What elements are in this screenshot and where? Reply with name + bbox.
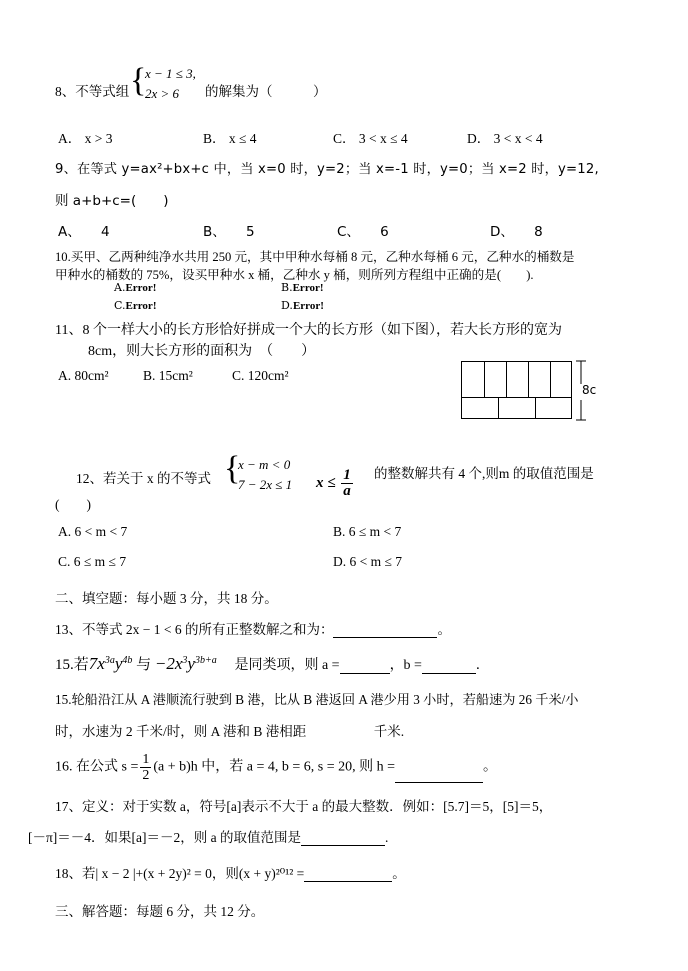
q17-line2-text: [－π]＝－4．如果[a]＝－2，则 a 的取值范围是	[28, 830, 302, 845]
figure-divider	[535, 397, 536, 419]
q10-option-c-error: Error!	[125, 300, 157, 312]
q10-option-a	[114, 281, 156, 294]
q9-option-b: B、 5	[203, 224, 255, 240]
q15a-text: 是同类项，则 a =	[234, 658, 340, 673]
rectangle-figure	[461, 361, 572, 419]
q15a-exp2b: 3b+a	[194, 655, 217, 666]
q10-option-b-error: Error!	[292, 282, 324, 294]
figure-divider	[550, 362, 551, 397]
q16-formula: (a + b)h 中，若 a = 4, b = 6, s = 20, 则 h =	[153, 759, 396, 775]
q8-option-c: C． 3 < x ≤ 4	[333, 131, 408, 146]
q13-text: 13、不等式 2x − 1 < 6 的所有正整数解之和为：	[55, 622, 334, 637]
q15b-line1: 15.轮船沿江从 A 港顺流行驶到 B 港，比从 B 港返回 A 港少用 3 小时，若船速为 26 千米/小	[55, 692, 579, 707]
q8-system-line2: 2x > 6	[145, 86, 180, 101]
figure-divider	[528, 362, 529, 397]
q12-option-d: D. 6 < m ≤ 7	[333, 554, 403, 569]
q15a-prefix: 15.若	[55, 657, 89, 673]
q16-fraction-den: 2	[142, 768, 150, 783]
q9-option-c: C、 6	[337, 224, 389, 240]
q12-inequality	[316, 468, 355, 499]
q10-option-a-label: A.	[114, 281, 126, 294]
q9-option-a: A、 4	[58, 224, 110, 240]
q15a-term1: 7x	[88, 654, 105, 673]
q18-end: 。	[392, 866, 406, 881]
q10-option-d	[281, 299, 324, 312]
q10-option-c-label: C.	[114, 299, 126, 312]
figure-divider	[484, 362, 485, 397]
q11-line2: 8cm，则大长方形的面积为 （ ）	[88, 344, 316, 359]
q15a-end: .	[475, 657, 480, 673]
q10-option-b-label: B.	[281, 281, 293, 294]
q10-option-c	[114, 299, 156, 312]
q15a	[55, 653, 480, 674]
figure-horizontal-line	[462, 397, 571, 398]
q17-end: .	[385, 830, 389, 845]
q15a-a-blank[interactable]	[340, 673, 390, 674]
q12-inequality-prefix: x ≤	[316, 474, 336, 491]
q13-answer-blank[interactable]	[333, 637, 437, 638]
q8-option-d: D． 3 < x < 4	[467, 131, 543, 146]
q9-line1: 9、在等式 y=ax²+bx+c 中，当 x=0 时，y=2；当 x=-1 时，y=0；当 x=2 时，y=12,	[55, 162, 599, 177]
q10-option-a-error: Error!	[125, 282, 157, 294]
q12-option-a: A. 6 < m < 7	[58, 524, 128, 539]
q8-tail: 的解集为（ ）	[205, 84, 327, 99]
figure-divider	[498, 397, 499, 419]
q16-fraction	[140, 752, 151, 783]
q18	[55, 862, 406, 882]
figure-width-label: 8c	[582, 383, 597, 397]
q13	[55, 618, 451, 638]
q10-line1: 10.买甲、乙两种纯净水共用 250 元，其中甲种水每桶 8 元，乙种水每桶 6 元，乙种水的桶数是	[55, 250, 575, 264]
q16-fraction-num: 1	[142, 752, 150, 767]
q15a-y2: y	[187, 654, 195, 673]
q10-option-d-error: Error!	[292, 300, 324, 312]
q12-system-line2: 7 − 2x ≤ 1	[238, 477, 293, 492]
q18-answer-blank[interactable]	[304, 881, 392, 882]
q15b-line2: 时，水速为 2 千米/时，则 A 港和 B 港相距 千米.	[55, 724, 405, 739]
q12-option-b: B. 6 ≤ m < 7	[333, 524, 402, 539]
q12-fraction-num: 1	[343, 467, 351, 483]
q15a-exp1b: 4b	[122, 655, 133, 666]
q15a-y1: y	[114, 654, 123, 673]
q8-system-line1: x − 1 ≤ 3,	[145, 66, 196, 81]
q12-part1: 12、若关于 x 的不等式	[76, 471, 211, 486]
q12-option-c: C. 6 ≤ m ≤ 7	[58, 554, 127, 569]
q8-number: 8、不等式组	[55, 84, 130, 99]
q11-option-a: A. 80cm²	[58, 368, 109, 383]
q12-system-line1: x − m < 0	[238, 457, 291, 472]
q13-end: 。	[437, 622, 451, 637]
q10-line2: 甲种水的桶数的 75%，设买甲种水 x 桶，乙种水 y 桶，则所列方程组中正确的是( ).	[55, 268, 534, 282]
q18-text: 18、若| x − 2 |+(x + 2y)² = 0，则(x + y)²⁰¹² =	[55, 866, 305, 881]
q8-option-a: A． x > 3	[58, 131, 113, 146]
q11-option-c: C. 120cm²	[232, 368, 289, 383]
q16-end: 。	[483, 759, 498, 775]
section-3-heading: 三、解答题：每题 6 分，共 12 分。	[55, 904, 265, 919]
q15a-b-blank[interactable]	[422, 673, 476, 674]
q15a-b-label: ，b =	[389, 658, 422, 673]
q11-line1: 11、8 个一样大小的长方形恰好拼成一个大的长方形（如下图），若大长方形的宽为	[55, 323, 562, 338]
q17-answer-blank[interactable]	[301, 845, 385, 846]
q17-line1: 17、定义：对于实数 a，符号[a]表示不大于 a 的最大整数．例如：[5.7]＝5，[5]＝5，	[55, 799, 553, 814]
q12-brace: {	[224, 450, 241, 487]
q15a-term2: −2x	[154, 654, 183, 673]
q12-paren: ( )	[55, 497, 91, 512]
q15a-exp1: 3a	[104, 655, 115, 666]
q9-option-d: D、 8	[490, 224, 543, 240]
q11-option-b: B. 15cm²	[143, 368, 193, 383]
q8-brace: {	[130, 62, 147, 99]
q16-answer-blank[interactable]	[395, 782, 483, 783]
section-2-heading: 二、填空题：每小题 3 分，共 18 分。	[55, 591, 278, 606]
q12-fraction-den: a	[343, 483, 351, 499]
q15a-exp2: 3	[182, 655, 188, 666]
q16	[55, 752, 497, 783]
q8-system	[145, 64, 196, 104]
figure-divider	[506, 362, 507, 397]
q17-line2	[28, 826, 388, 846]
q15a-mid: 与	[136, 657, 152, 673]
q12-part2: 的整数解共有 4 个,则m 的取值范围是	[374, 466, 594, 481]
q9-line2: 则 a+b+c=( )	[55, 193, 169, 209]
q10-option-d-label: D.	[281, 299, 293, 312]
q12-system	[238, 455, 292, 495]
q10-option-b	[281, 281, 324, 294]
q8-option-b: B． x ≤ 4	[203, 131, 257, 146]
q12-fraction	[341, 468, 353, 499]
q16-prefix: 16. 在公式 s =	[55, 759, 139, 775]
